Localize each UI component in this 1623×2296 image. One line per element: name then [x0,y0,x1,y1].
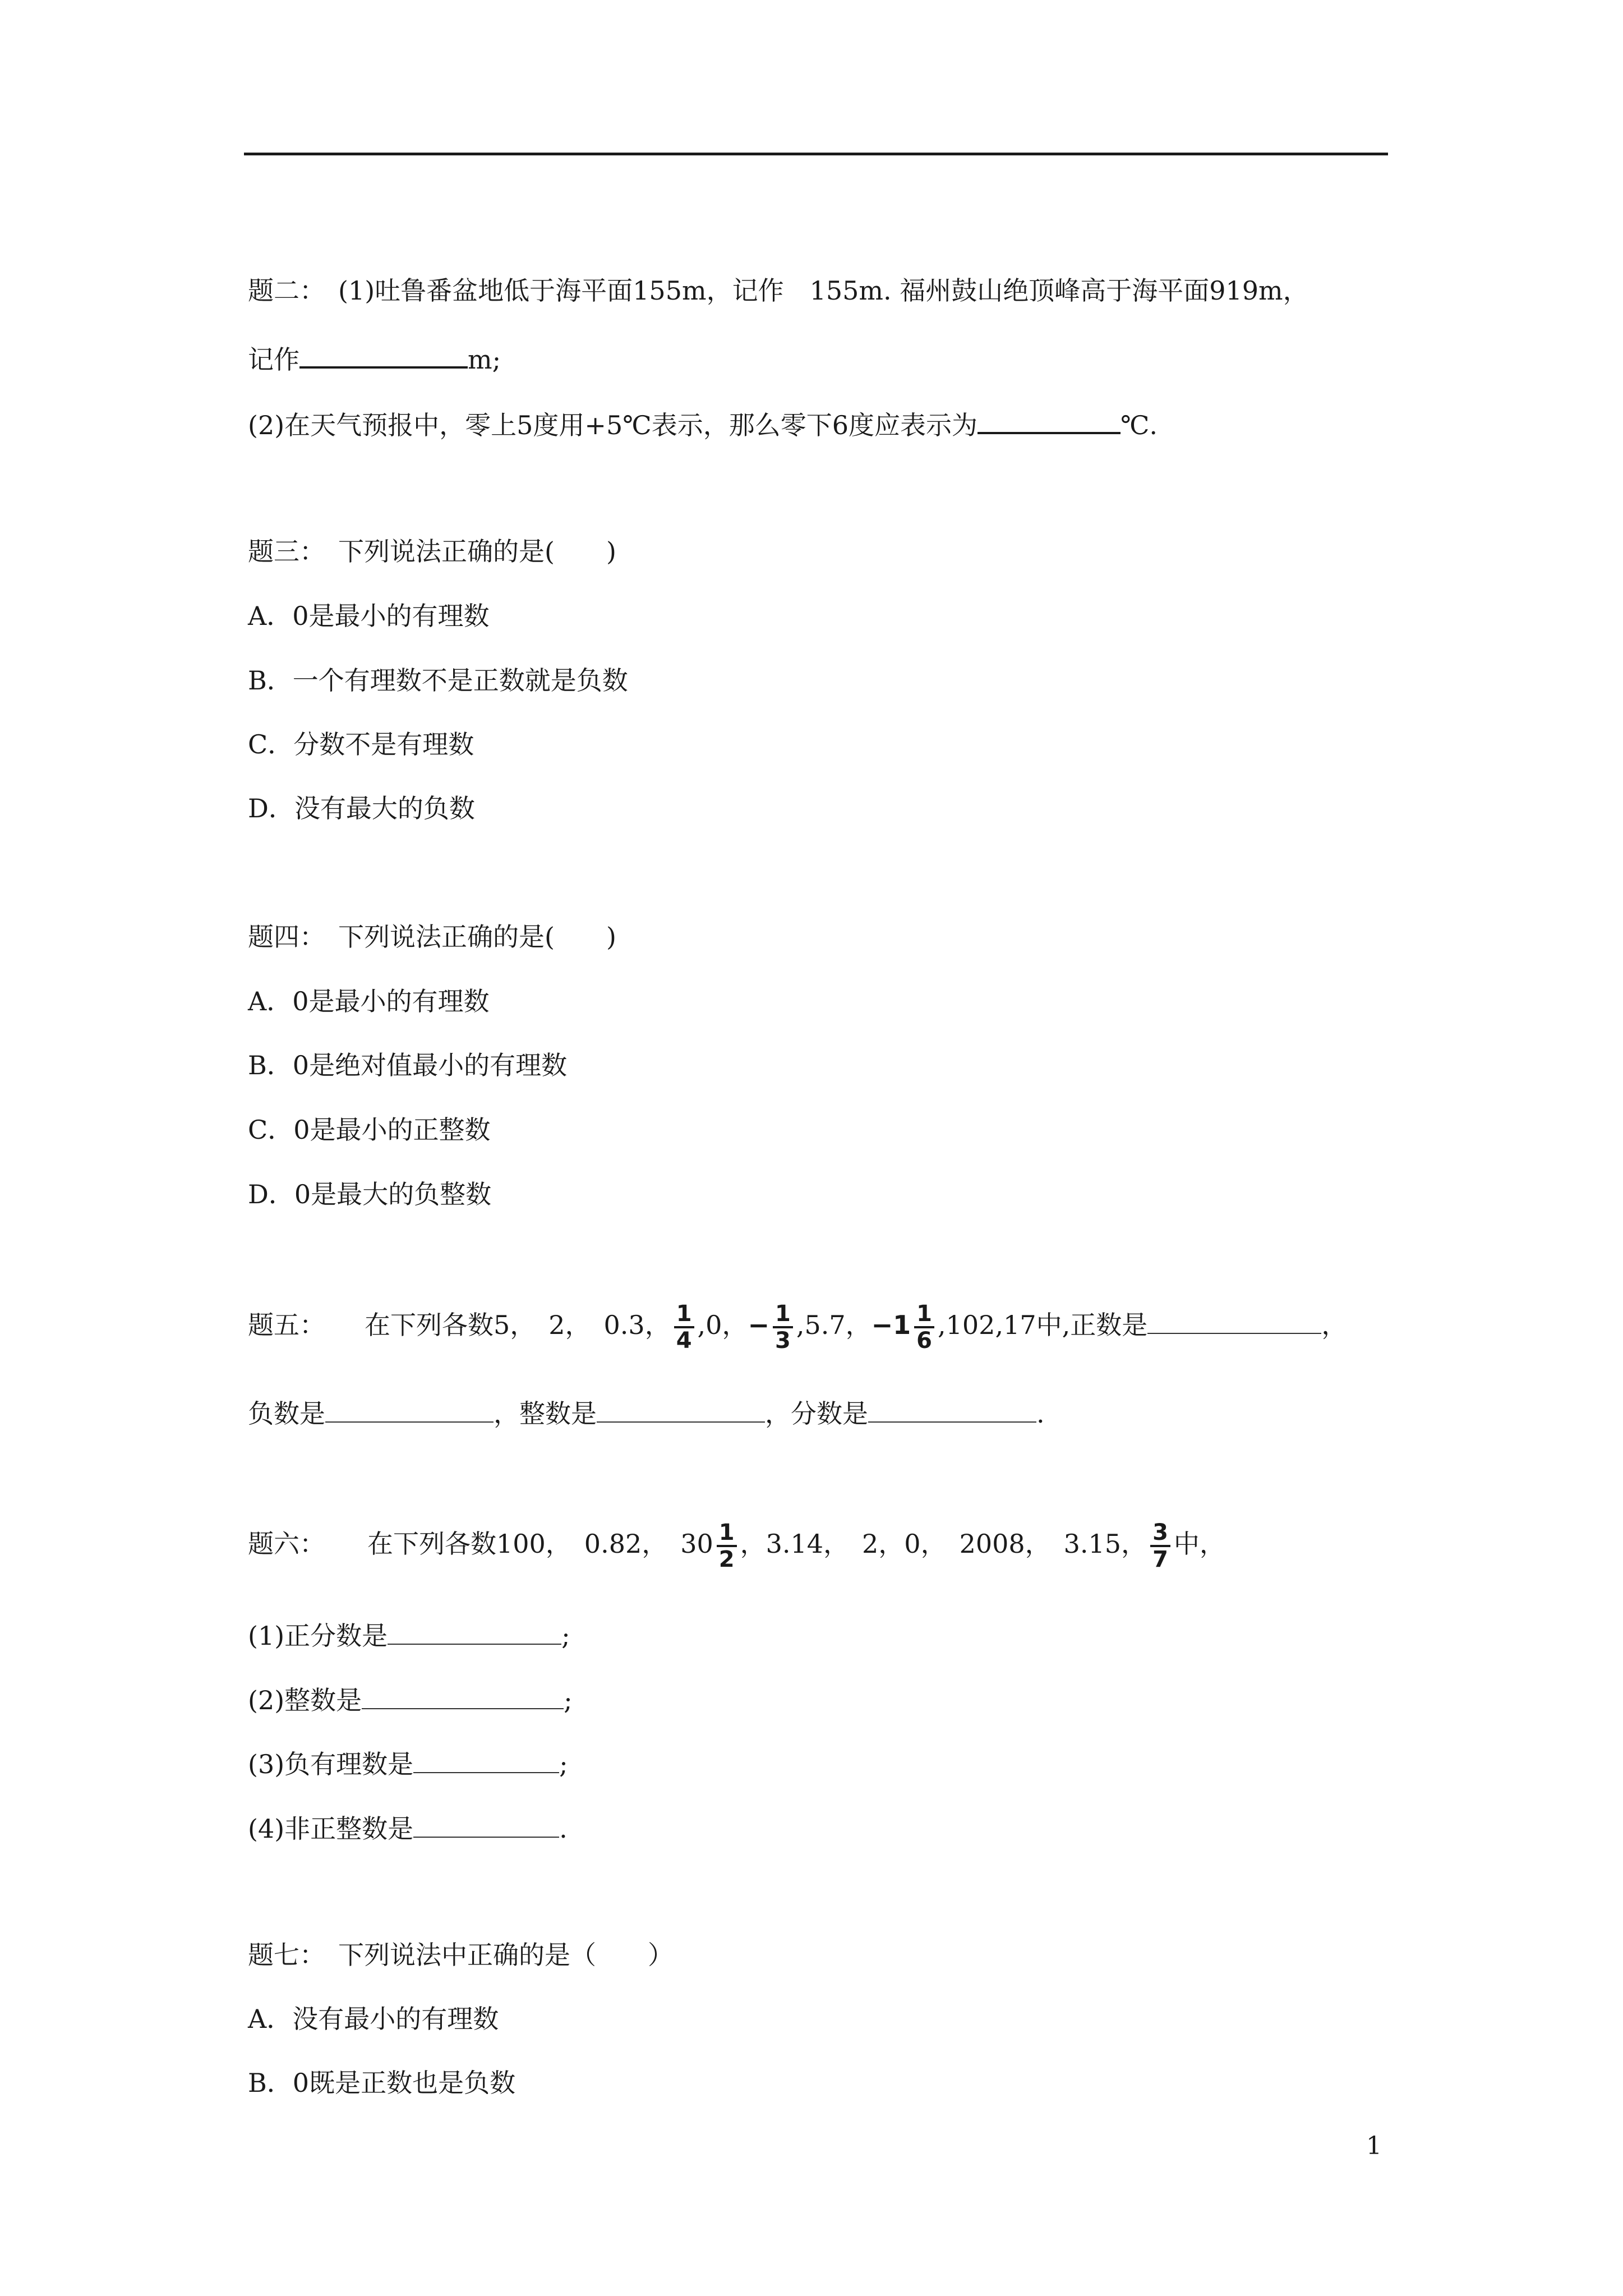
answer-blank[interactable] [299,344,468,369]
fraction: $\frac{1}{3}$ [773,1301,793,1353]
q4-option-b: B．0是绝对值最小的有理数 [248,1050,568,1080]
answer-blank[interactable] [597,1399,765,1423]
q5-line2: 负数是 ，整数是 ，分数是 . [248,1398,1045,1429]
q4-option-c: C．0是最小的正整数 [248,1115,491,1145]
answer-blank[interactable] [978,409,1121,434]
q6-line1: 题六： 在下列各数100， 0.82， 30 $\frac{1}{2}$ ，3.14， 2，0， 2008， 3.15， $\frac{3}{7}$ 中， [248,1520,1225,1572]
q7-option-b: B．0既是正数也是负数 [248,2068,516,2098]
q3-option-c: C．分数不是有理数 [248,729,474,760]
answer-blank[interactable] [868,1399,1036,1423]
answer-blank[interactable] [362,1686,564,1709]
q6-item-3: (3)负有理数是 ; [248,1749,568,1779]
q4-stem: 题四： 下列说法正确的是( ) [248,922,616,952]
q2-line2: 记作 m; [248,344,501,375]
page-number: 1 [1366,2132,1382,2160]
q5-line1: 题五： 在下列各数5， 2， 0.3， $\frac{1}{4}$ ,0，− $\frac{1}{3}$ ,5.7，−1 $\frac{1}{6}$ ,102,17中,正数是 ， [248,1301,1348,1354]
q4-option-a: A．0是最小的有理数 [248,986,490,1016]
q6-item-2: (2)整数是 ; [248,1685,573,1715]
answer-blank[interactable] [388,1621,561,1645]
q4-option-d: D．0是最大的负整数 [248,1179,492,1209]
q6-item-1: (1)正分数是 ; [248,1621,570,1651]
q2-line3: (2)在天气预报中，零上5度用+5℃表示，那么零下6度应表示为 ℃. [248,410,1158,440]
header-rule [244,153,1388,155]
q6-item-4: (4)非正整数是 . [248,1814,568,1844]
q2-line1: 题二： (1)吐鲁番盆地低于海平面155m，记作 155m. 福州鼓山绝顶峰高于海平面919m， [248,275,1309,306]
q3-option-d: D．没有最大的负数 [248,793,475,823]
answer-blank[interactable] [413,1750,559,1773]
q7-stem: 题七： 下列说法中正确的是（ ） [248,1940,674,1970]
answer-blank[interactable] [325,1399,494,1423]
q3-option-b: B．一个有理数不是正数就是负数 [248,665,628,696]
q3-stem: 题三： 下列说法正确的是( ) [248,536,616,567]
q7-option-a: A．没有最小的有理数 [248,2004,499,2034]
fraction: $\frac{1}{6}$ [914,1301,934,1353]
fraction: $\frac{1}{2}$ [717,1520,737,1572]
answer-blank[interactable] [1147,1310,1321,1334]
q3-option-a: A．0是最小的有理数 [248,601,490,631]
fraction: $\frac{3}{7}$ [1150,1520,1170,1572]
answer-blank[interactable] [413,1814,559,1838]
fraction: $\frac{1}{4}$ [674,1301,694,1353]
